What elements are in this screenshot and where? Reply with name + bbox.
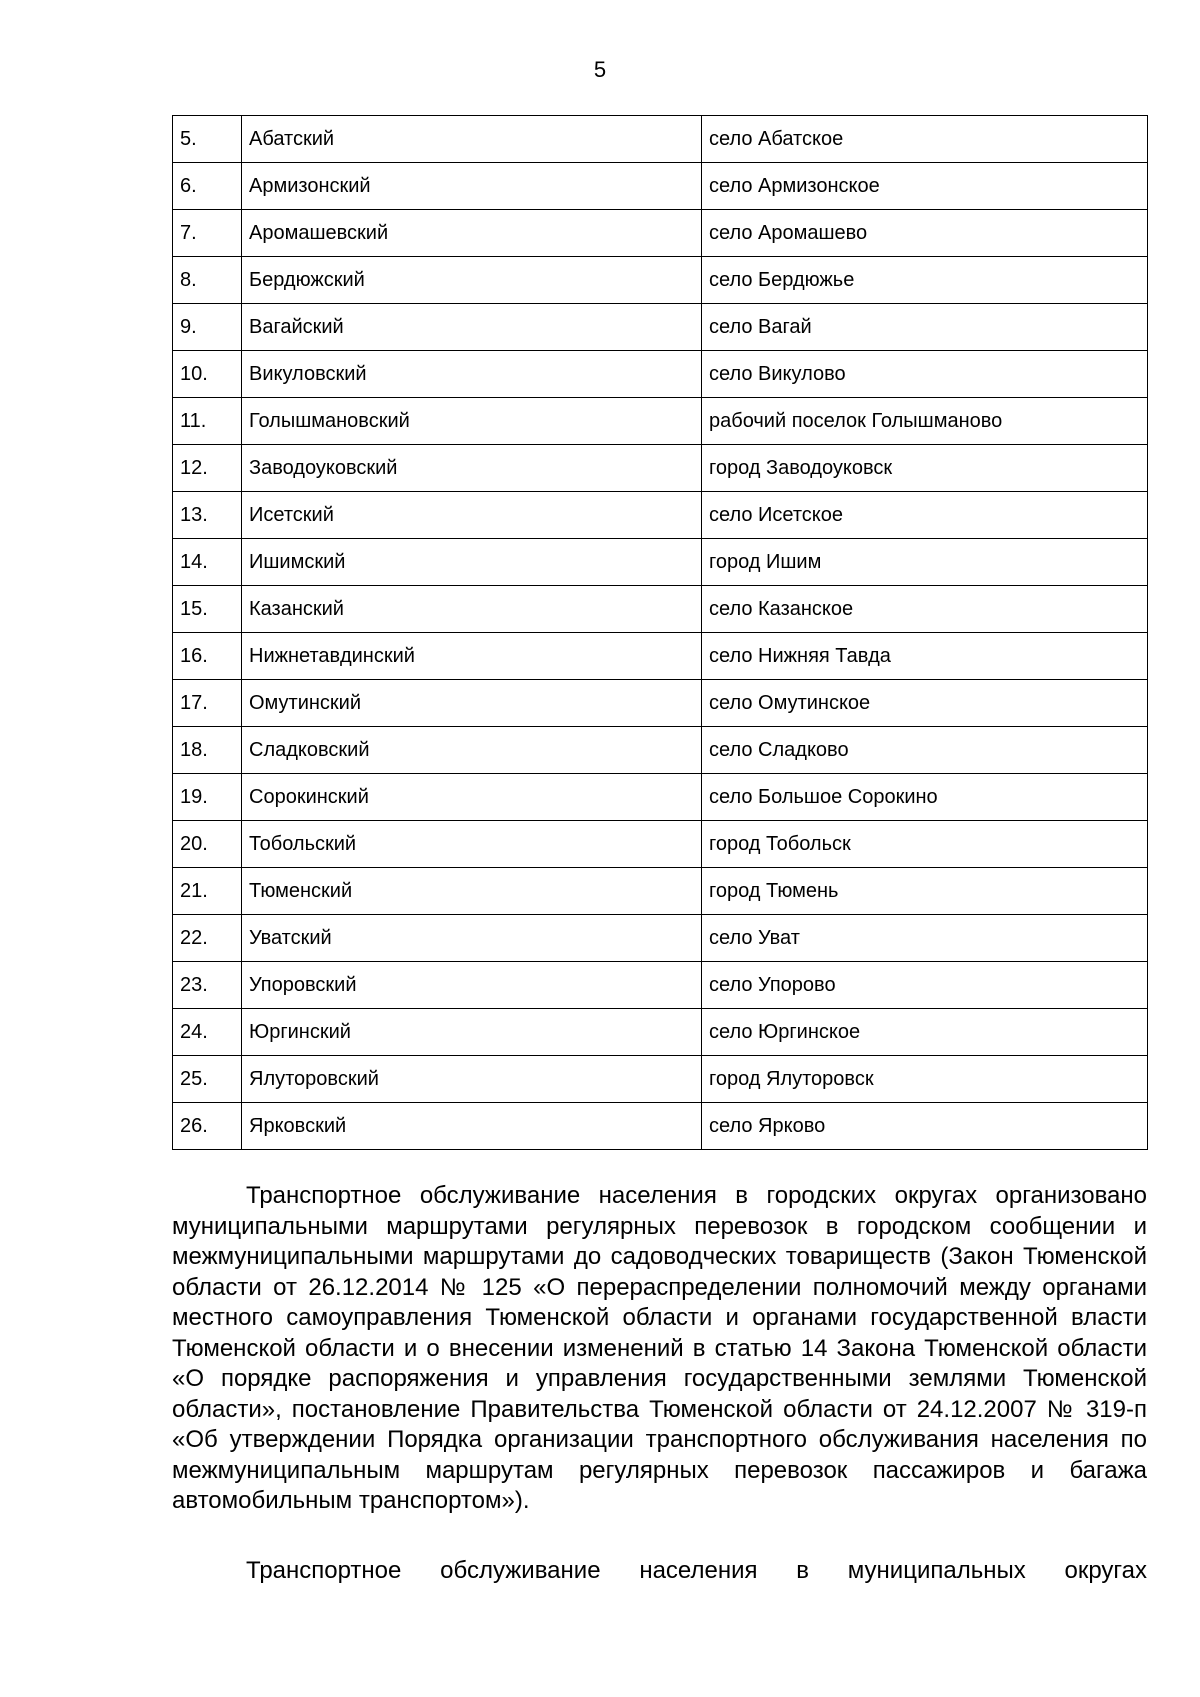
admin-center-cell: село Викулово [702, 351, 1148, 398]
table-row [173, 257, 1148, 304]
table-row [173, 304, 1148, 351]
paragraph-text: Транспортное обслуживание населения в муниципальных округах [246, 1557, 1147, 1584]
table-row [173, 727, 1148, 774]
table-row [173, 586, 1148, 633]
district-name-cell: Заводоуковский [242, 445, 702, 492]
district-name-cell: Тобольский [242, 821, 702, 868]
row-number-cell: 15. [173, 586, 242, 633]
row-number-cell: 26. [173, 1103, 242, 1150]
admin-center-cell: село Бердюжье [702, 257, 1148, 304]
admin-center-cell: село Абатское [702, 116, 1148, 163]
row-number-cell: 21. [173, 868, 242, 915]
table-row [173, 1056, 1148, 1103]
admin-center-cell: село Казанское [702, 586, 1148, 633]
district-name-cell: Викуловский [242, 351, 702, 398]
table-row [173, 351, 1148, 398]
row-number-cell: 22. [173, 915, 242, 962]
table-row [173, 116, 1148, 163]
admin-center-cell: село Юргинское [702, 1009, 1148, 1056]
page-number: 5 [593, 57, 607, 82]
table-row [173, 398, 1148, 445]
row-number-cell: 8. [173, 257, 242, 304]
admin-center-cell: город Ялуторовск [702, 1056, 1148, 1103]
district-name-cell: Вагайский [242, 304, 702, 351]
row-number-cell: 24. [173, 1009, 242, 1056]
district-name-cell: Голышмановский [242, 398, 702, 445]
admin-center-cell: рабочий поселок Голышманово [702, 398, 1148, 445]
table-row [173, 962, 1148, 1009]
district-name-cell: Тюменский [242, 868, 702, 915]
district-name-cell: Омутинский [242, 680, 702, 727]
row-number-cell: 11. [173, 398, 242, 445]
admin-center-cell: город Тобольск [702, 821, 1148, 868]
admin-center-cell: город Ишим [702, 539, 1148, 586]
paragraph-municipal-transport [172, 1556, 1147, 1587]
admin-center-cell: село Аромашево [702, 210, 1148, 257]
district-name-cell: Ялуторовский [242, 1056, 702, 1103]
row-number-cell: 18. [173, 727, 242, 774]
admin-center-cell: село Ярково [702, 1103, 1148, 1150]
paragraph-text: Транспортное обслуживание населения в городских округах организовано муниципальными маршрутами регулярных перевозок в городском сообщении и межмуниципальными маршрутами до садоводческих товариществ (Закон Тюменской области от 26.12.2014 № 125 «О перераспределении полномочий между органами местного самоуправления Тюменской области и органами государственной власти Тюменской области и о внесении изменений в статью 14 Закона Тюменской области «О порядке распоряжения и управления государственными землями Тюменской области», постановление Правительства Тюменской области от 24.12.2007 № 319-п «Об утверждении Порядка организации транспортного обслуживания населения по межмуниципальным маршрутам регулярных перевозок пассажиров и багажа автомобильным транспортом»). [172, 1182, 1147, 1514]
district-name-cell: Упоровский [242, 962, 702, 1009]
row-number-cell: 17. [173, 680, 242, 727]
admin-center-cell: село Вагай [702, 304, 1148, 351]
row-number-cell: 13. [173, 492, 242, 539]
admin-center-cell: село Уват [702, 915, 1148, 962]
row-number-cell: 23. [173, 962, 242, 1009]
district-name-cell: Ярковский [242, 1103, 702, 1150]
table-row [173, 868, 1148, 915]
district-name-cell: Нижнетавдинский [242, 633, 702, 680]
district-name-cell: Юргинский [242, 1009, 702, 1056]
table-row [173, 1103, 1148, 1150]
table-row [173, 915, 1148, 962]
row-number-cell: 25. [173, 1056, 242, 1103]
admin-center-cell: село Омутинское [702, 680, 1148, 727]
admin-center-cell: город Тюмень [702, 868, 1148, 915]
table-row [173, 633, 1148, 680]
row-number-cell: 20. [173, 821, 242, 868]
admin-center-cell: село Большое Сорокино [702, 774, 1148, 821]
district-name-cell: Исетский [242, 492, 702, 539]
admin-center-cell: село Армизонское [702, 163, 1148, 210]
admin-center-cell: село Нижняя Тавда [702, 633, 1148, 680]
row-number-cell: 7. [173, 210, 242, 257]
table-row [173, 680, 1148, 727]
row-number-cell: 19. [173, 774, 242, 821]
admin-center-cell: село Исетское [702, 492, 1148, 539]
district-name-cell: Сорокинский [242, 774, 702, 821]
district-name-cell: Уватский [242, 915, 702, 962]
row-number-cell: 12. [173, 445, 242, 492]
district-name-cell: Армизонский [242, 163, 702, 210]
row-number-cell: 6. [173, 163, 242, 210]
table-row [173, 492, 1148, 539]
admin-center-cell: город Заводоуковск [702, 445, 1148, 492]
district-name-cell: Казанский [242, 586, 702, 633]
row-number-cell: 9. [173, 304, 242, 351]
districts-table [172, 115, 1148, 1150]
table-row [173, 774, 1148, 821]
districts-table-body [173, 116, 1148, 1150]
table-row [173, 445, 1148, 492]
table-row [173, 821, 1148, 868]
district-name-cell: Ишимский [242, 539, 702, 586]
district-name-cell: Сладковский [242, 727, 702, 774]
row-number-cell: 10. [173, 351, 242, 398]
table-row [173, 163, 1148, 210]
admin-center-cell: село Сладково [702, 727, 1148, 774]
district-name-cell: Бердюжский [242, 257, 702, 304]
district-name-cell: Абатский [242, 116, 702, 163]
paragraph-urban-transport [172, 1181, 1147, 1517]
row-number-cell: 14. [173, 539, 242, 586]
admin-center-cell: село Упорово [702, 962, 1148, 1009]
table-row [173, 539, 1148, 586]
table-row [173, 1009, 1148, 1056]
row-number-cell: 16. [173, 633, 242, 680]
row-number-cell: 5. [173, 116, 242, 163]
table-row [173, 210, 1148, 257]
district-name-cell: Аромашевский [242, 210, 702, 257]
